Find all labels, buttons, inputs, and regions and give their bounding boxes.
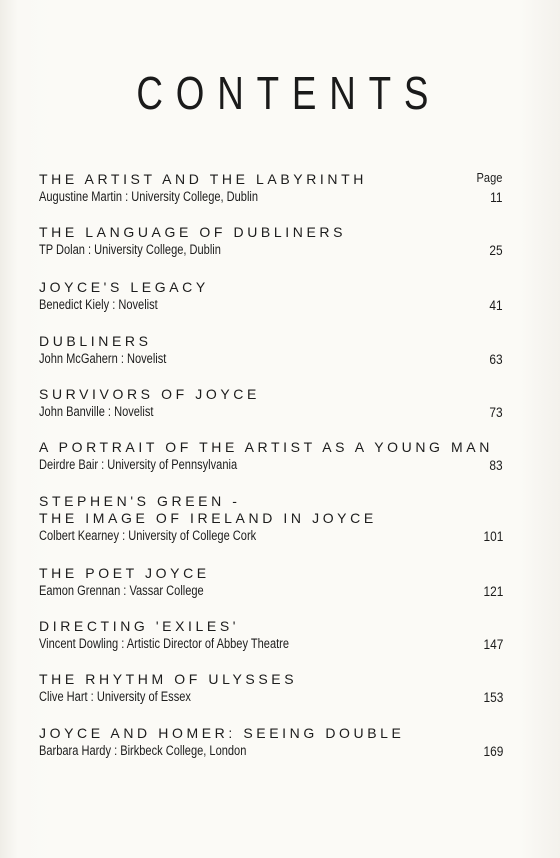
entry-page-number: 25 — [489, 242, 503, 258]
entry-author: Eamon Grennan : Vassar College — [39, 583, 204, 598]
entry-page-number: 153 — [483, 689, 503, 705]
entry-page-number: 169 — [483, 743, 503, 759]
entry-author: John Banville : Novelist — [39, 404, 154, 419]
toc-entry — [39, 565, 503, 599]
entry-title: DIRECTING 'EXILES' — [39, 618, 240, 634]
entry-page-number: 121 — [483, 583, 503, 599]
entry-author: Vincent Dowling : Artistic Director of Abbey Theatre — [39, 636, 290, 651]
entry-author: Barbara Hardy : Birkbeck College, London — [39, 743, 247, 758]
toc-entry — [39, 279, 503, 313]
entry-page-number: 11 — [490, 189, 503, 205]
entry-page-number: 83 — [489, 457, 503, 473]
entry-author: TP Dolan : University College, Dublin — [39, 242, 221, 257]
entry-title-line-2: THE IMAGE OF IRELAND IN JOYCE — [39, 510, 377, 526]
toc-entry — [39, 386, 503, 420]
page-column-label: Page — [476, 170, 502, 185]
toc-entry — [39, 439, 503, 473]
entry-page-number: 63 — [489, 351, 503, 367]
entry-title: SURVIVORS OF JOYCE — [39, 386, 260, 402]
entry-page-number: 147 — [483, 636, 503, 652]
toc-entry — [39, 224, 503, 258]
entry-author: Deirdre Bair : University of Pennsylvania — [39, 457, 238, 472]
entry-title: A PORTRAIT OF THE ARTIST AS A YOUNG MAN — [39, 439, 493, 455]
entry-page-number: 73 — [489, 404, 503, 420]
entry-title: JOYCE AND HOMER: SEEING DOUBLE — [39, 725, 405, 741]
toc-entry — [39, 171, 503, 205]
entry-page-number: 101 — [483, 528, 503, 544]
toc-entry — [39, 725, 503, 759]
entry-title: THE POET JOYCE — [39, 565, 210, 581]
toc-entry — [39, 671, 503, 705]
entry-author: Benedict Kiely : Novelist — [39, 297, 158, 312]
entry-author: Clive Hart : University of Essex — [39, 689, 191, 704]
entry-title: THE RHYTHM OF ULYSSES — [39, 671, 298, 687]
toc-entry — [39, 333, 503, 367]
entry-title: THE LANGUAGE OF DUBLINERS — [39, 224, 347, 240]
entry-title-line-1: STEPHEN'S GREEN - — [39, 493, 241, 509]
entry-author: Augustine Martin : University College, Dublin — [39, 189, 259, 204]
contents-heading: CONTENTS — [136, 67, 442, 119]
entry-title: DUBLINERS — [39, 333, 152, 349]
toc-entry — [39, 618, 503, 652]
entry-page-number: 41 — [489, 297, 503, 313]
toc-entry — [39, 493, 503, 544]
entry-author: John McGahern : Novelist — [39, 351, 167, 366]
entry-author: Colbert Kearney : University of College Cork — [39, 528, 257, 543]
entry-title: THE ARTIST AND THE LABYRINTH — [39, 171, 367, 187]
entry-title: JOYCE'S LEGACY — [39, 279, 209, 295]
